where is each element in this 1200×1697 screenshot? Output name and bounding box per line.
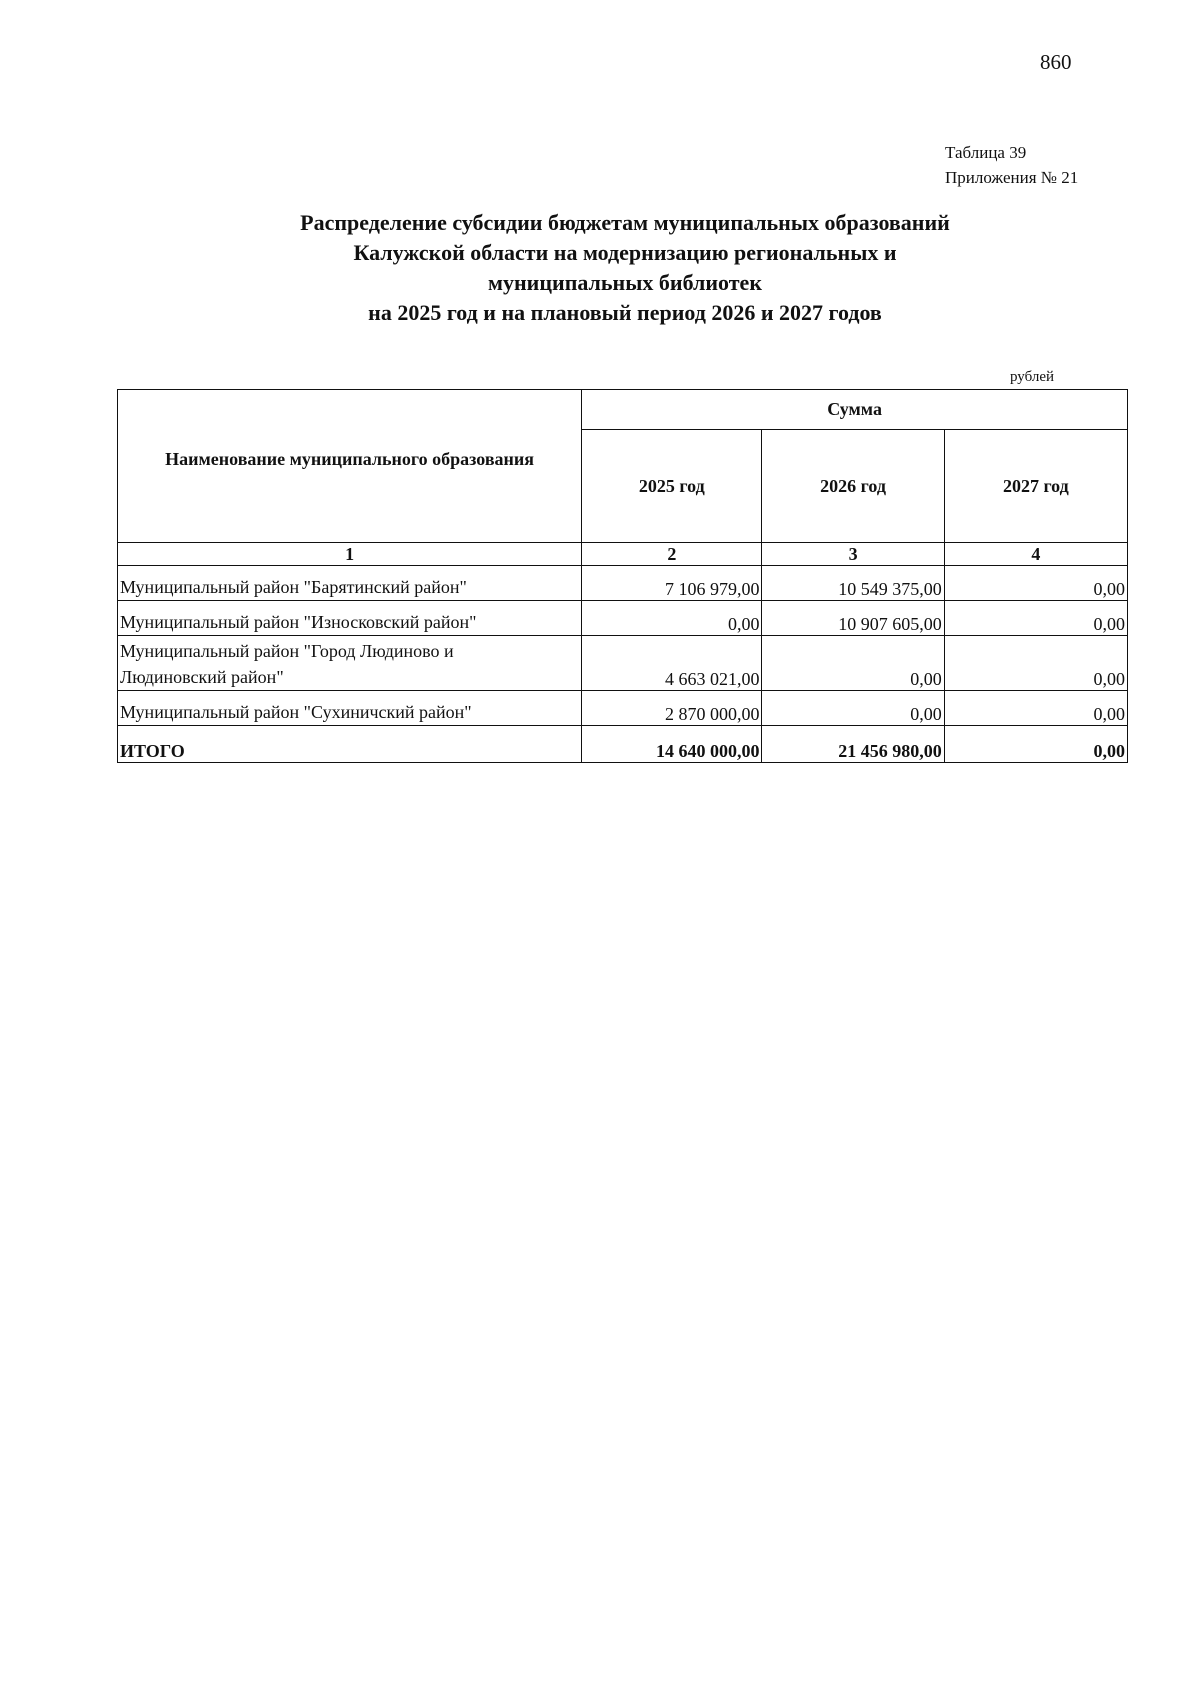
row-name-line-1: Муниципальный район "Город Людиново и xyxy=(120,641,454,661)
units-label: рублей xyxy=(1010,369,1055,385)
row-value-2026: 10 549 375,00 xyxy=(762,566,944,601)
total-value-2026: 21 456 980,00 xyxy=(762,726,944,763)
row-value-2027: 0,00 xyxy=(944,601,1127,636)
row-name: Муниципальный район "Барятинский район" xyxy=(118,566,582,601)
total-value-2027: 0,00 xyxy=(944,726,1127,763)
row-value-2027: 0,00 xyxy=(944,566,1127,601)
table-row xyxy=(118,636,1128,691)
column-number: 4 xyxy=(944,543,1127,566)
row-value-2027: 0,00 xyxy=(944,691,1127,726)
header-year-2026: 2026 год xyxy=(762,430,944,543)
column-number: 1 xyxy=(118,543,582,566)
appendix-number: Приложения № 21 xyxy=(945,168,1079,187)
row-name: Муниципальный район "Сухиничский район" xyxy=(118,691,582,726)
table-row xyxy=(118,601,1128,636)
row-name: Муниципальный район "Износковский район" xyxy=(118,601,582,636)
table-row xyxy=(118,691,1128,726)
column-number: 2 xyxy=(582,543,762,566)
header-name: Наименование муниципального образования xyxy=(118,390,582,543)
row-value-2026: 10 907 605,00 xyxy=(762,601,944,636)
table-reference xyxy=(945,140,1185,190)
row-value-2026: 0,00 xyxy=(762,636,944,691)
header-sum: Сумма xyxy=(582,390,1128,430)
total-label: ИТОГО xyxy=(118,726,582,763)
row-value-2026: 0,00 xyxy=(762,691,944,726)
table-number: Таблица 39 xyxy=(945,143,1027,162)
title-line-1: Распределение субсидии бюджетам муниципальных образований xyxy=(300,210,950,235)
document-title xyxy=(140,208,1110,328)
table-row xyxy=(118,566,1128,601)
row-value-2025: 4 663 021,00 xyxy=(582,636,762,691)
page-number: 860 xyxy=(1040,50,1072,74)
total-value-2025: 14 640 000,00 xyxy=(582,726,762,763)
row-name xyxy=(118,636,582,691)
title-line-4: на 2025 год и на плановый период 2026 и 2027 годов xyxy=(368,300,882,325)
row-name-line-2: Людиновский район" xyxy=(120,667,284,687)
row-value-2027: 0,00 xyxy=(944,636,1127,691)
header-year-2027: 2027 год xyxy=(944,430,1127,543)
row-value-2025: 2 870 000,00 xyxy=(582,691,762,726)
total-row xyxy=(118,726,1128,763)
column-numbers-row xyxy=(118,543,1128,566)
row-value-2025: 7 106 979,00 xyxy=(582,566,762,601)
column-number: 3 xyxy=(762,543,944,566)
subsidy-table xyxy=(117,389,1128,763)
title-line-3: муниципальных библиотек xyxy=(488,270,762,295)
row-value-2025: 0,00 xyxy=(582,601,762,636)
header-year-2025: 2025 год xyxy=(582,430,762,543)
title-line-2: Калужской области на модернизацию региональных и xyxy=(353,240,897,265)
